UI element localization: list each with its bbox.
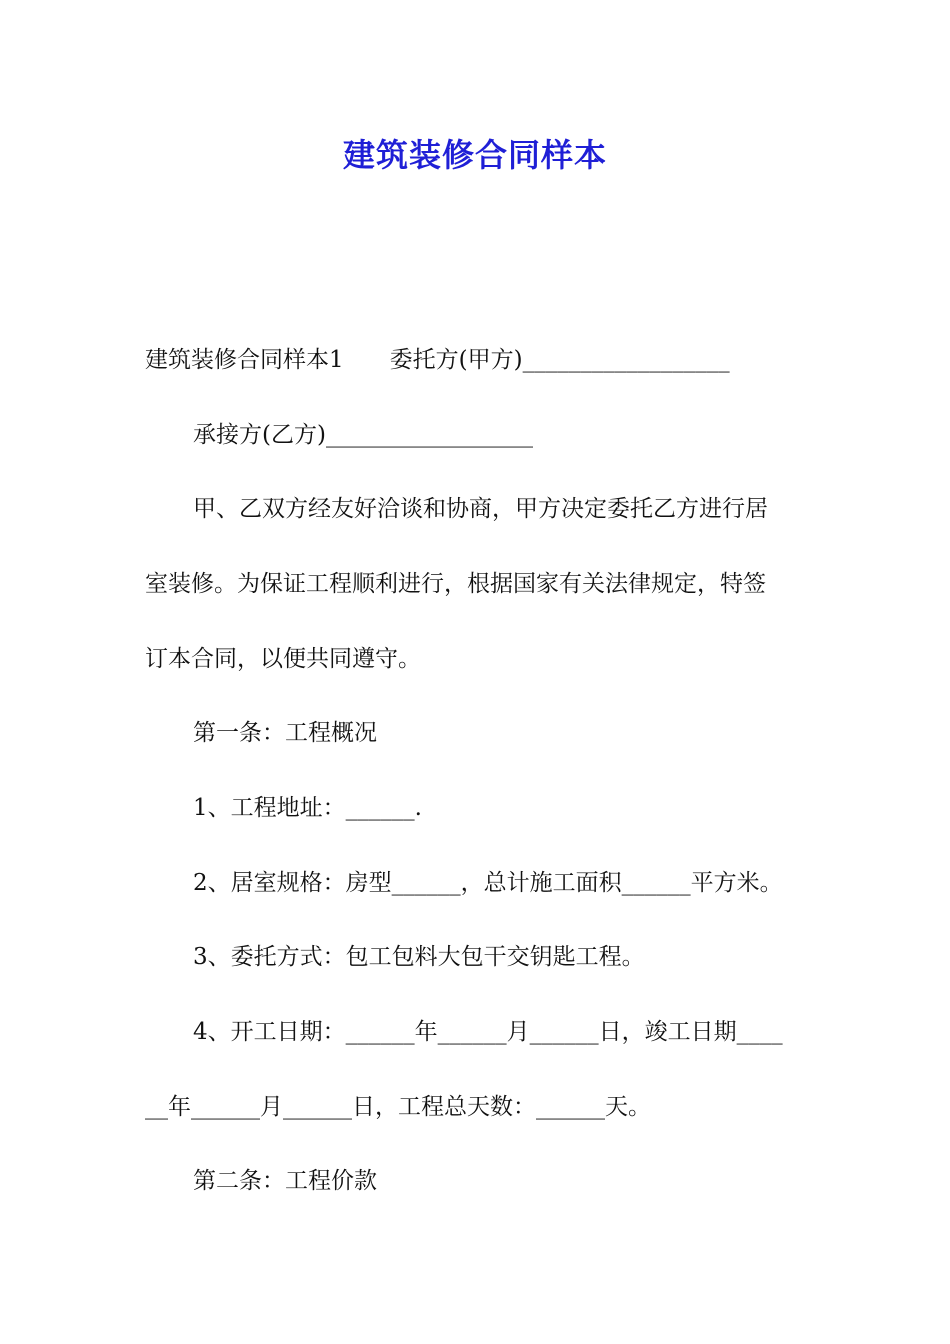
section-heading: 第一条：工程概况 [193,720,377,746]
paragraph-line: 4、开工日期：______年______月______日，竣工日期____ [193,1019,783,1045]
paragraph-line: 甲、乙双方经友好洽谈和协商，甲方决定委托乙方进行居 [193,496,768,522]
document-title: 建筑装修合同样本 [342,136,607,174]
paragraph-line: 室装修。为保证工程顺利进行，根据国家有关法律规定，特签 [145,571,766,597]
paragraph-line: 承接方(乙方)__________________ [193,422,533,448]
paragraph-line: __年______月______日，工程总天数：______天。 [145,1094,651,1120]
paragraph-line: 建筑装修合同样本1 委托方(甲方)__________________ [145,347,730,373]
paragraph-line: 3、委托方式：包工包料大包干交钥匙工程。 [193,944,645,970]
paragraph-line: 2、居室规格：房型______，总计施工面积______平方米。 [193,870,783,896]
paragraph-line: 1、工程地址：______. [193,795,422,821]
section-heading: 第二条：工程价款 [193,1168,377,1194]
paragraph-line: 订本合同，以便共同遵守。 [145,646,421,672]
